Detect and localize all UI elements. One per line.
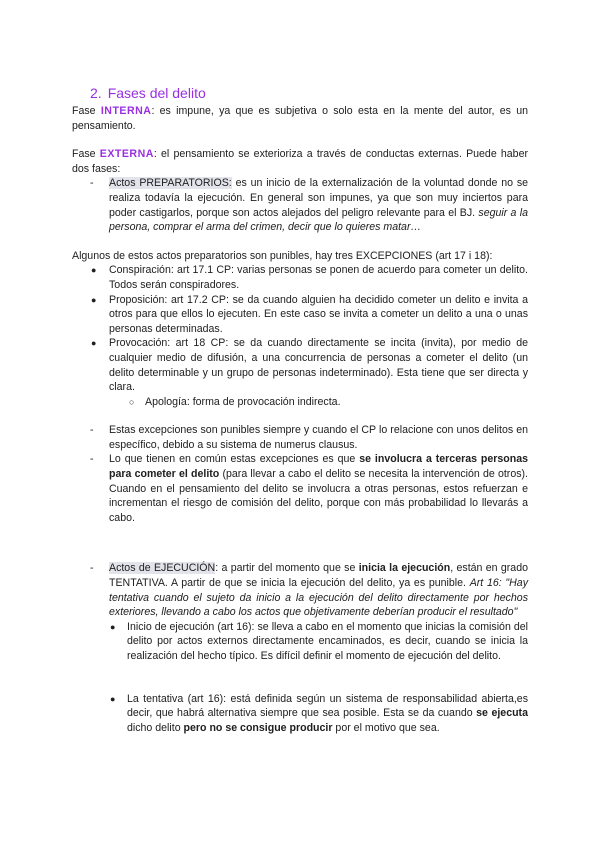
externa-text: : el pensamiento se exterioriza a través de conductas externas. Puede haber dos fases: [72,148,528,175]
circle-marker: ○ [129,396,135,407]
fase-interna-paragraph [72,104,528,133]
excepcion-text: Proposición: art 17.2 CP: se da cuando alguien ha decidido cometer un delito e invita a otros para que ellos lo ejecuten. En este caso se invita a cometer un delito a una o unas personas determinadas. [109,293,528,335]
document-page [72,84,528,735]
excepcion-conspiracion [72,263,528,292]
bullet-marker: ● [91,338,97,349]
preparatorios-text: es un inicio de la externalización de la voluntad donde no se realiza todavía la ejecución. En general son impunes, ya que son muy inciertos para poder castigarlos, porque son actos alejados del peligro relevante para el BJ. [109,177,529,219]
tentativa-item [72,692,528,736]
heading-number: 2. [90,85,102,101]
tentativa-text-b: dicho delito [127,721,184,734]
excepcion-text: Conspiración: art 17.1 CP: varias personas se ponen de acuerdo para cometer un delito. Todos serán conspiradores. [109,264,528,291]
tentativa-bold-2: pero no se consigue producir [183,721,333,734]
ejecucion-bold: inicia la ejecución [358,562,451,575]
excepciones-intro: Algunos de estos actos preparatorios son punibles, hay tres EXCEPCIONES (art 17 i 18): [72,249,493,262]
interna-term: INTERNA [100,105,152,117]
dash-marker: - [90,453,94,466]
apologia-text: Apología: forma de provocación indirecta. [145,395,341,408]
note-text-a: Lo que tienen en común estas excepciones es que [109,453,360,466]
interna-text: : es impune, ya que es subjetiva o solo esta en la mente del autor, es un pensamiento. [72,105,529,132]
ejecucion-quote: Art 16: "Hay tentativa cuando el sujeto da inicio a la ejecución del delito directamente por hechos exteriores, llevando a cabo los actos que objetivamente deberían producir el resultado" [109,577,528,619]
ejecucion-label: Actos de EJECUCIÓN [109,562,216,575]
interna-prefix: Fase [72,105,101,117]
bullet-marker: ● [91,294,97,305]
dash-marker: - [90,562,94,575]
inicio-ejecucion-item [72,620,528,664]
note-text-b: (para llevar a cabo el delito se necesita la intervención de otros). Cuando en el pensamiento del delito se involucra a otras personas, estos refuerzan e incrementan el riesgo de comisión del delito, porque con más probabilidad lo llevarás a cabo. [109,468,528,524]
inicio-text: Inicio de ejecución (art 16): se lleva a cabo en el momento que inicias la comisión del delito por actos externos directamente encaminados, es decir, cuando se inicia la realización del hecho típico. Es difícil definir el momento de ejecución del delito. [127,620,528,662]
excepcion-text: Provocación: art 18 CP: se da cuando directamente se incita (invita), por medio de cualquier medio de difusión, a una concurrencia de personas a cometer el delito (un delito determinable y un grupo de personas indeterminado). Esta tiene que ser directa y clara. [109,337,528,394]
apologia-item [72,395,528,410]
dash-marker: - [90,424,94,437]
note-terceras-personas [72,452,528,525]
tentativa-bold-1: se ejecuta [476,707,528,720]
excepcion-proposicion [72,293,528,337]
dash-marker: - [90,177,94,190]
externa-term: EXTERNA [99,148,154,161]
bullet-marker: ● [110,693,116,704]
heading-title: Fases del delito [107,85,206,101]
fase-externa-paragraph [72,147,528,176]
excepcion-provocacion [72,336,528,394]
actos-preparatorios-item [72,176,528,234]
section-heading [90,84,528,102]
ejecucion-text-b: , están en grado TENTATIVA. A partir de que se inicia la ejecución del delito, ya es punible. [109,562,528,590]
note-punibles [72,423,528,452]
externa-prefix: Fase [72,148,100,161]
actos-ejecucion-item [72,561,528,619]
preparatorios-example: seguir a la persona, comprar el arma del crimen, decir que lo quieres matar… [109,206,528,234]
bullet-marker: ● [110,621,116,632]
bullet-marker: ● [91,265,97,276]
preparatorios-label: Actos PREPARATORIOS: [109,177,232,190]
tentativa-text-c: por el motivo que sea. [332,721,440,734]
ejecucion-text-a: : a partir del momento que se [215,562,359,575]
note-bold: se involucra a terceras personas para cometer el delito [109,453,529,481]
tentativa-text-a: La tentativa (art 16): está definida según un sistema de responsabilidad abierta,es decir, que habrá alternativa siempre que sea posible. Esta se da cuando [127,692,528,720]
note-text: Estas excepciones son punibles siempre y cuando el CP lo relacione con unos delitos en específico, debido a su sistema de numerus clausus. [109,424,528,451]
